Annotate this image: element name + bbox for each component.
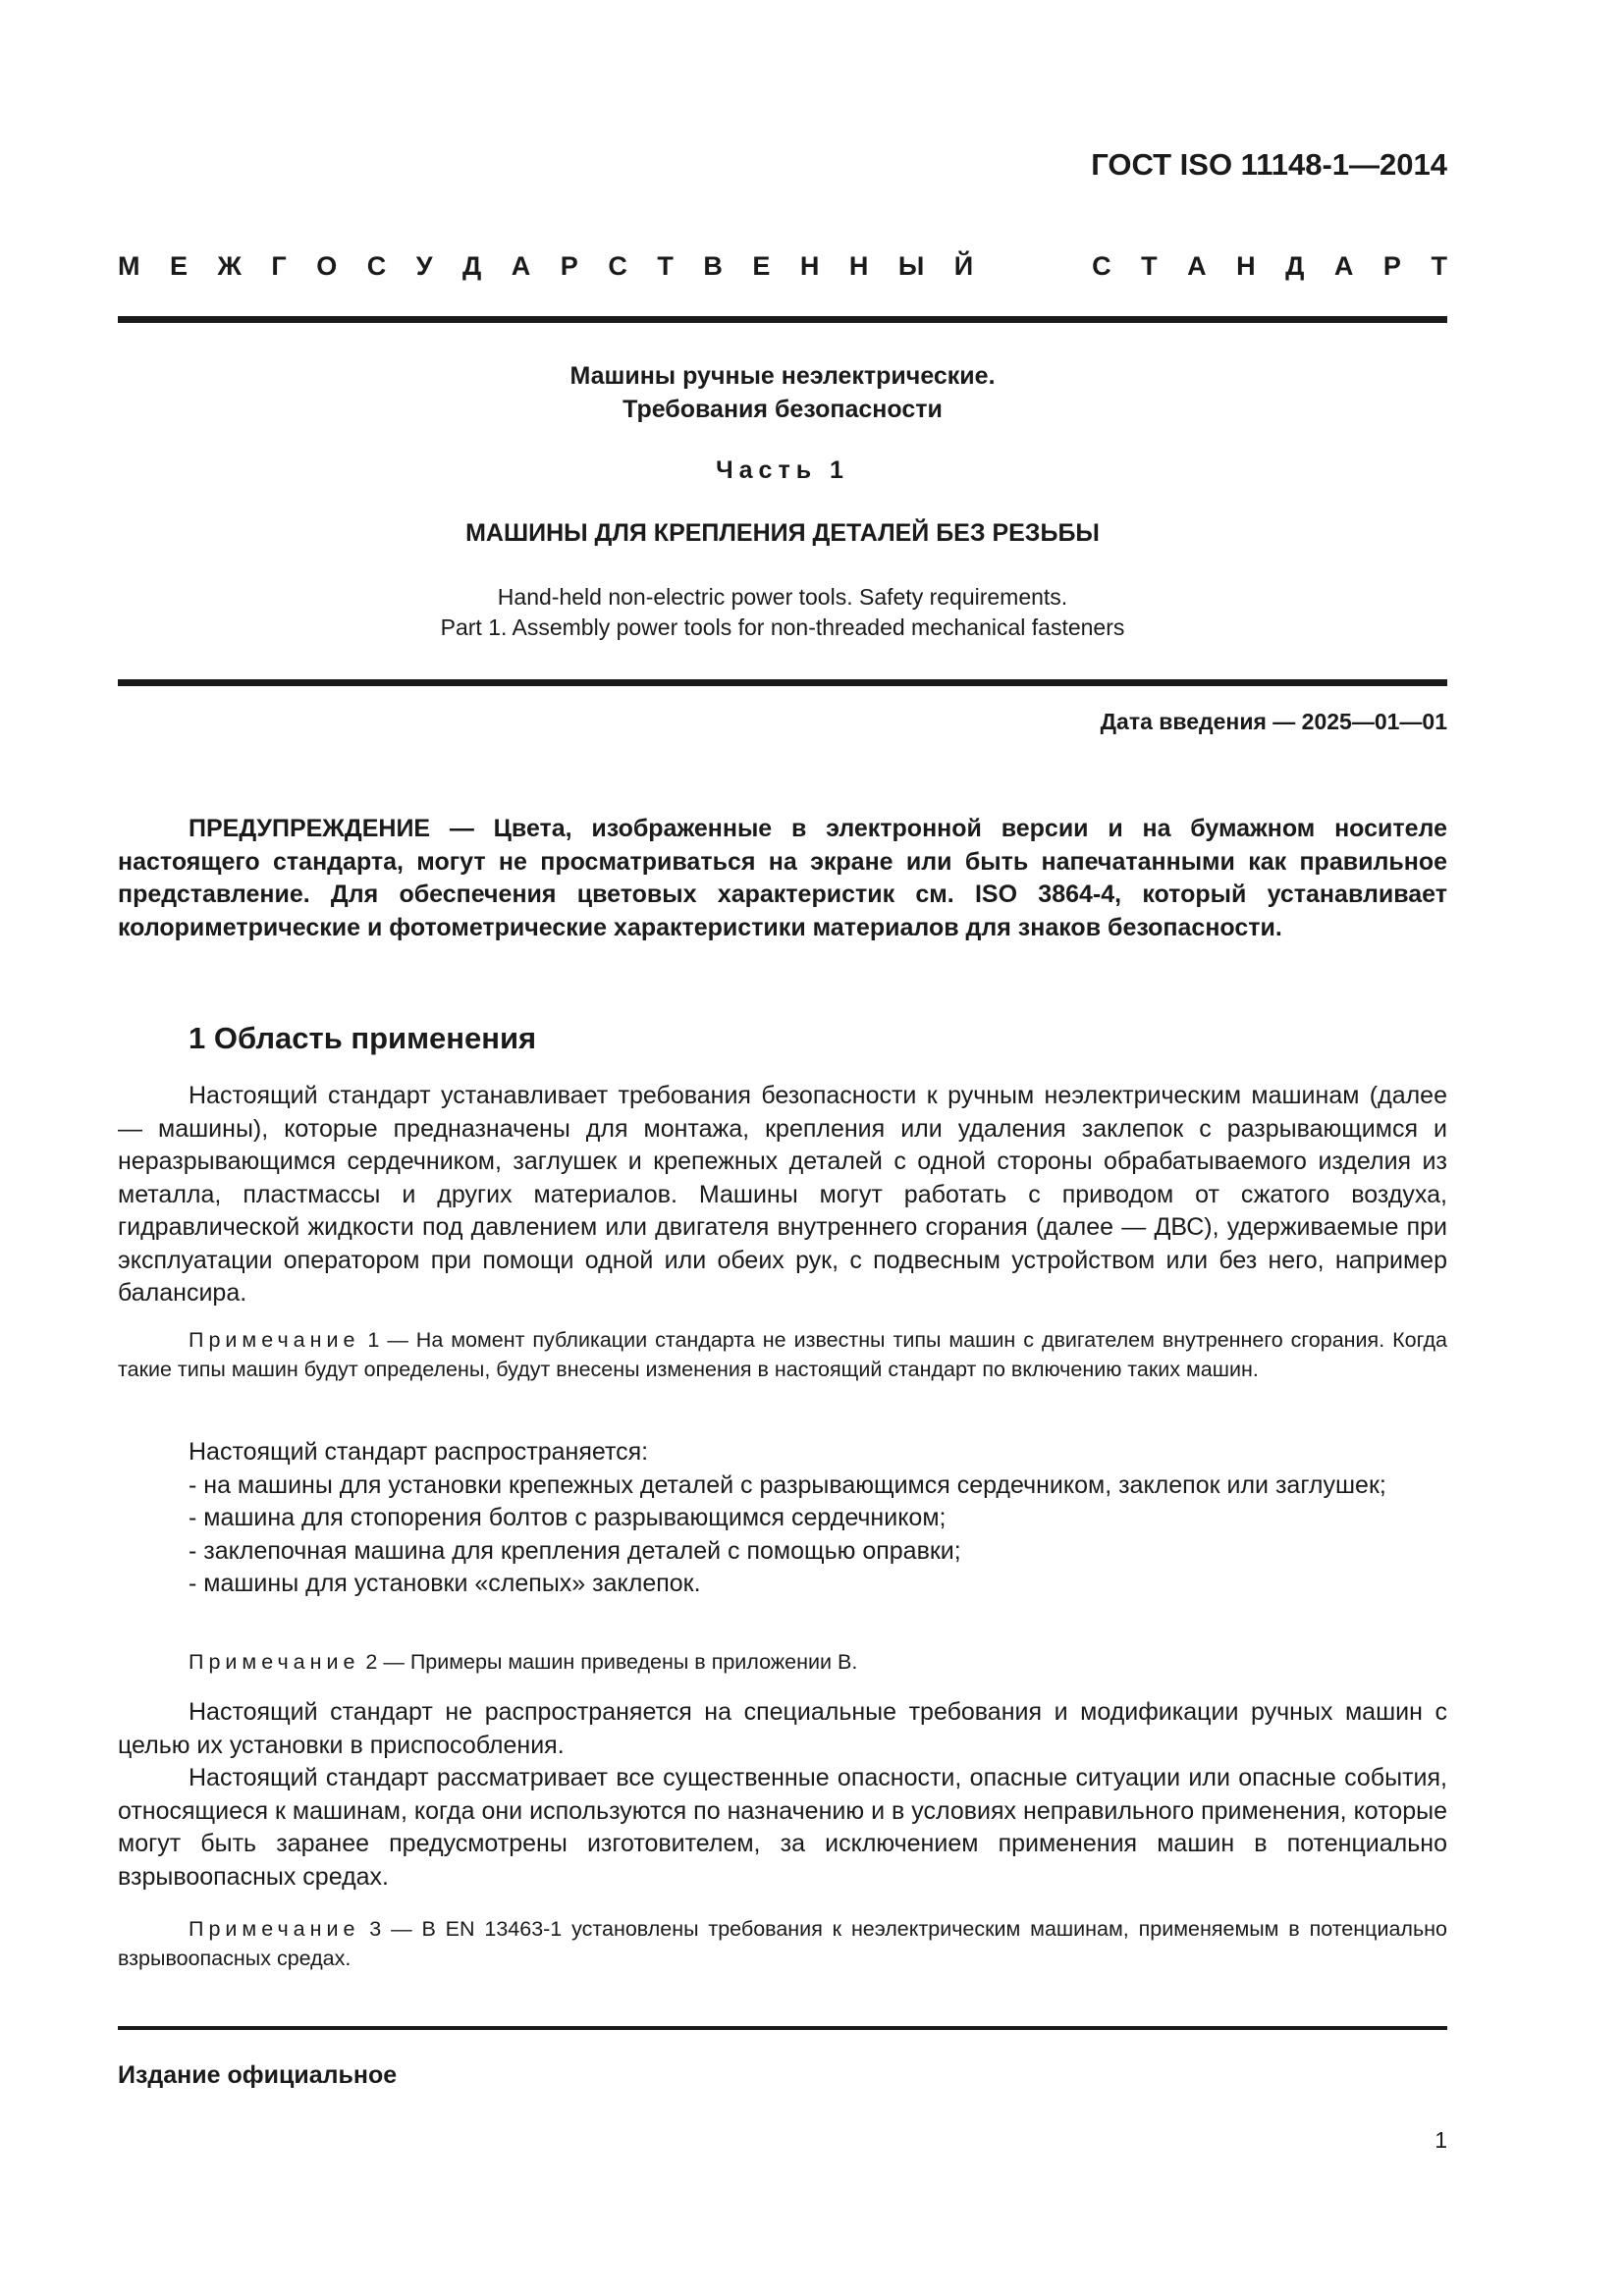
document-title-en <box>118 582 1447 643</box>
banner-letter: Д <box>1285 251 1305 281</box>
official-edition-label: Издание официальное <box>118 2061 398 2089</box>
banner-letter: Н <box>848 251 869 281</box>
section-title: 1 Область применения <box>189 1021 537 1055</box>
standard-number: ГОСТ ISO 11148-1—2014 <box>1091 147 1447 182</box>
list-item: - на машины для установки крепежных деталей с разрывающимся сердечником, заклепок или заглушек; <box>189 1470 1386 1499</box>
banner-letter: О <box>316 251 338 281</box>
title-rule <box>118 679 1447 686</box>
list-intro: Настоящий стандарт распространяется: <box>189 1438 649 1466</box>
banner-letter: Н <box>1236 251 1256 281</box>
banner-letter: А <box>511 251 531 281</box>
header-rule <box>118 316 1447 323</box>
interstate-standard-banner <box>118 251 1447 282</box>
note-2: Примечание 2 — Примеры машин приведены в приложении В. <box>189 1650 858 1674</box>
banner-letter: М <box>118 251 140 281</box>
scope-paragraph-1: Настоящий стандарт устанавливает требования безопасности к ручным неэлектрическим машинам (далее — машины), которые предназначены для монтажа, крепления или удаления заклепок с разрывающимся и неразрывающимся сердечником, заглушек и крепежных деталей с одной стороны обрабатываемого изделия из металла, пластмассы и других материалов. Машины могут работать с приводом от сжатого воздуха, гидравлической жидкости под давлением или двигателя внутреннего сгорания (далее — ДВС), удерживаемые при эксплуатации оператором при помощи одной или обеих рук, с подвесным устройством или без него, например балансира. <box>118 1082 1447 1307</box>
list-item: - машины для установки «слепых» заклепок. <box>189 1570 701 1597</box>
banner-letter: С <box>608 251 627 281</box>
scope-paragraph-2: Настоящий стандарт не распространяется на специальные требования и модификации ручных машин с целью их установки в приспособления. Настоящий стандарт рассматривает все существенные опасности, опасные ситуации или опасные события, относящиеся к машинам, когда они используются по назначению и в условиях неправильного применения, которые могут быть заранее предусмотрены изготовителем, за исключением применения машин в потенциально взрывоопасных средах. <box>118 1698 1447 1891</box>
banner-letter: Д <box>462 251 482 281</box>
introduction-date: Дата введения — 2025—01—01 <box>1100 709 1447 734</box>
document-title-ru <box>118 359 1447 426</box>
banner-word-gap <box>1003 251 1062 282</box>
title-en-line2: Part 1. Assembly power tools for non-threaded mechanical fasteners <box>440 614 1125 640</box>
note-1: Примечание 1 — На момент публикации стандарта не известны типы машин с двигателем внутреннего сгорания. Когда такие типы машин будут определены, будут внесены изменения в настоящий стандарт по включению таких машин. <box>118 1328 1447 1381</box>
banner-letter: Р <box>1382 251 1401 281</box>
footer-rule <box>118 2026 1447 2030</box>
banner-letter: У <box>415 251 433 281</box>
list-item: - машина для стопорения болтов с разрывающимся сердечником; <box>189 1504 947 1531</box>
banner-letter: С <box>366 251 387 281</box>
title-ru-line1: Машины ручные неэлектрические. <box>569 362 996 390</box>
banner-letter: Т <box>1431 251 1447 281</box>
banner-letter: Ж <box>217 251 242 281</box>
banner-letter: Т <box>1141 251 1158 281</box>
title-ru-line2: Требования безопасности <box>623 396 943 423</box>
banner-letter: Ы <box>897 251 925 281</box>
banner-letter: А <box>1187 251 1207 281</box>
page-number: 1 <box>1435 2127 1447 2153</box>
banner-letter: Й <box>953 251 974 281</box>
warning-paragraph: ПРЕДУПРЕЖДЕНИЕ — Цвета, изображенные в электронной версии и на бумажном носителе настоящего стандарта, могут не просматриваться на экране или быть напечатанными как правильное представление. Для обеспечения цветовых характеристик см. ISO 3864-4, который устанавливает колориметрические и фотометрические характеристики материалов для знаков безопасности. <box>118 815 1447 941</box>
part-subtitle: МАШИНЫ ДЛЯ КРЕПЛЕНИЯ ДЕТАЛЕЙ БЕЗ РЕЗЬБЫ <box>465 519 1100 547</box>
part-label: Часть 1 <box>716 456 849 484</box>
banner-letter: Т <box>657 251 674 281</box>
scope-list <box>118 1436 1447 1601</box>
banner-letter: Е <box>170 251 189 281</box>
list-item: - заклепочная машина для крепления деталей с помощью оправки; <box>189 1536 961 1565</box>
title-en-line1: Hand-held non-electric power tools. Safety requirements. <box>497 584 1068 610</box>
banner-letter: Н <box>799 251 820 281</box>
banner-letter: В <box>703 251 723 281</box>
banner-letter: А <box>1333 251 1354 281</box>
banner-letter: С <box>1092 251 1111 281</box>
note-3: Примечание 3 — В EN 13463-1 установлены требования к неэлектрическим машинам, применяемым в потенциально взрывоопасных средах. <box>118 1917 1447 1970</box>
banner-letter: Е <box>752 251 771 281</box>
banner-letter: Р <box>560 251 578 281</box>
banner-letter: Г <box>271 251 287 281</box>
